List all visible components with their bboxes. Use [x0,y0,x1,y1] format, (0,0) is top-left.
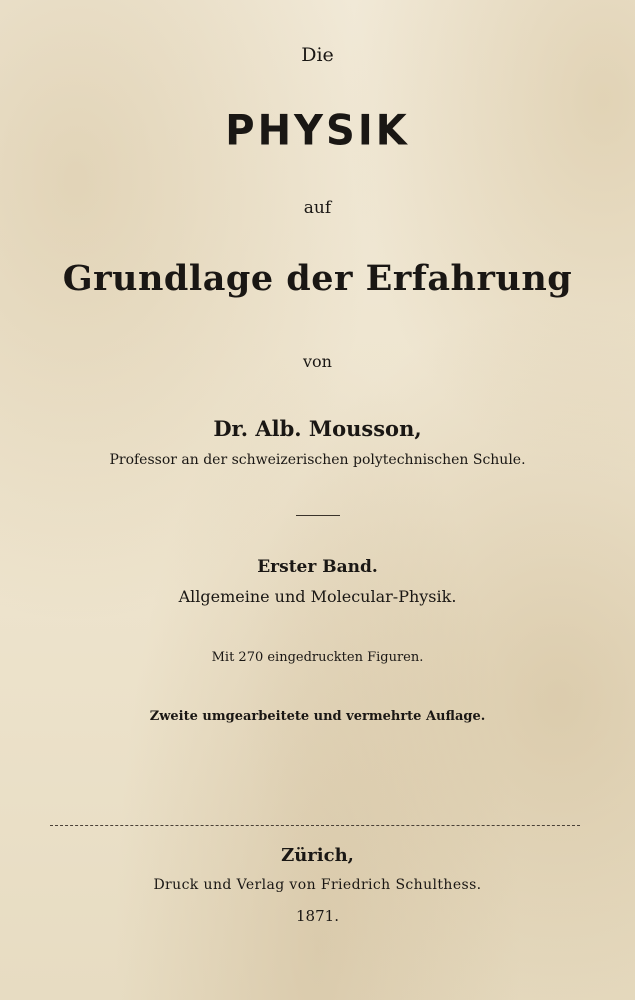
edition-note: Zweite umgearbeitete und vermehrte Auflage. [149,709,486,724]
title-preposition: auf [303,198,332,218]
by-word: von [303,352,332,371]
author-position: Professor an der schweizerischen polytechnischen Schule. [109,452,526,468]
book-title: PHYSIK [225,106,410,156]
volume-subject: Allgemeine und Molecular-Physik. [178,587,457,606]
figures-note: Mit 270 eingedruckten Figuren. [211,650,424,665]
publication-place: Zürich, [281,845,354,866]
volume-label: Erster Band. [257,557,378,577]
publication-year: 1871. [296,907,339,925]
book-subtitle: Grundlage der Erfahrung [62,258,573,299]
short-divider [296,515,340,516]
author-name: Dr. Alb. Mousson, [213,416,422,441]
dotted-divider [50,825,580,826]
title-article: Die [301,44,334,66]
publisher: Druck und Verlag von Friedrich Schulthess. [153,877,482,893]
